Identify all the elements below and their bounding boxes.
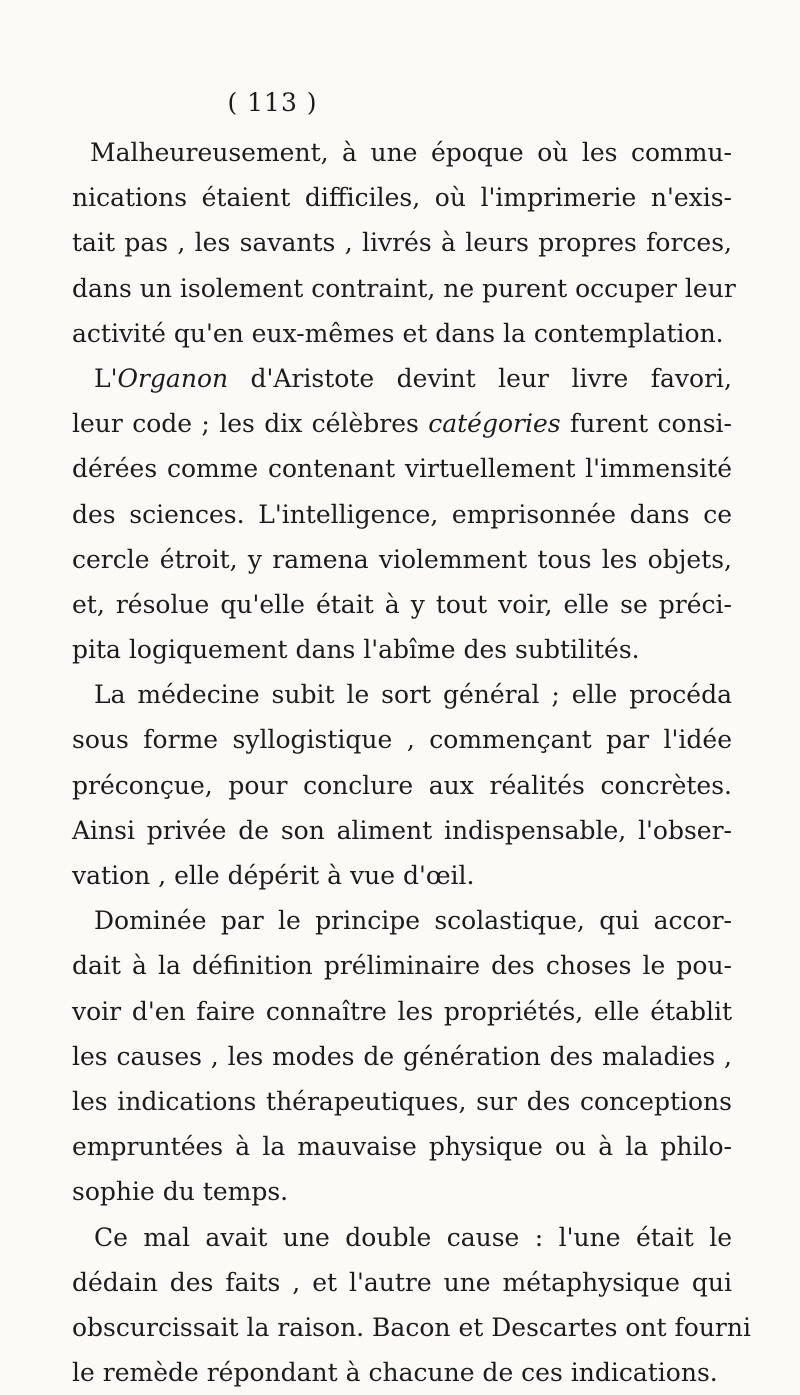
text-line-categories: leur code ; les dix célèbres catégories furent consi- <box>72 409 732 439</box>
body-text <box>72 130 751 1395</box>
page-number: ( 113 ) <box>227 88 318 117</box>
text-line: Dominée par le principe scolastique, qui accor- <box>94 906 732 936</box>
text-line: pita logiquement dans l'abîme des subtilités. <box>72 635 640 665</box>
text-line: dérées comme contenant virtuellement l'immensité <box>72 454 732 484</box>
text-line: dédain des faits , et l'autre une métaphysique qui <box>72 1267 732 1297</box>
text-line: voir d'en faire connaître les propriétés, elle établit <box>72 996 732 1026</box>
text-line: sophie du temps. <box>72 1177 289 1207</box>
text-line: les causes , les modes de génération des maladies , <box>72 1041 732 1071</box>
text-line: tait pas , les savants , livrés à leurs propres forces, <box>72 228 732 258</box>
text-line-organon: L'Organon d'Aristote devint leur livre favori, <box>94 363 732 393</box>
text-line: dait à la définition préliminaire des choses le pou- <box>72 951 732 981</box>
text-line: préconçue, pour conclure aux réalités concrètes. <box>72 770 732 800</box>
text-line: Malheureusement, à une époque où les commu- <box>90 138 732 167</box>
text-line: le remède répondant à chacune de ces indications. <box>72 1358 718 1388</box>
text-line: cercle étroit, y ramena violemment tous les objets, <box>72 544 732 574</box>
text-line: les indications thérapeutiques, sur des conceptions <box>72 1086 732 1116</box>
text-line: Ce mal avait une double cause : l'une était le <box>94 1222 732 1252</box>
text-line: dans un isolement contraint, ne purent occuper leur <box>72 273 736 303</box>
text-line: Ainsi privée de son aliment indispensable, l'obser- <box>72 815 732 845</box>
text-line: activité qu'en eux-mêmes et dans la contemplation. <box>72 318 724 348</box>
text-line: La médecine subit le sort général ; elle procéda <box>94 680 732 710</box>
text-line: et, résolue qu'elle était à y tout voir, elle se préci- <box>72 589 732 619</box>
text-line: sous forme syllogistique , commençant par l'idée <box>72 725 732 755</box>
text-line: des sciences. L'intelligence, emprisonnée dans ce <box>72 499 732 529</box>
text-line: vation , elle dépérit à vue d'œil. <box>72 861 475 890</box>
text-line: empruntées à la mauvaise physique ou à la philo- <box>72 1132 732 1162</box>
text-line: nications étaient difficiles, où l'imprimerie n'exis- <box>72 183 732 213</box>
text-line: obscurcissait la raison. Bacon et Descartes ont fourni <box>72 1312 751 1342</box>
